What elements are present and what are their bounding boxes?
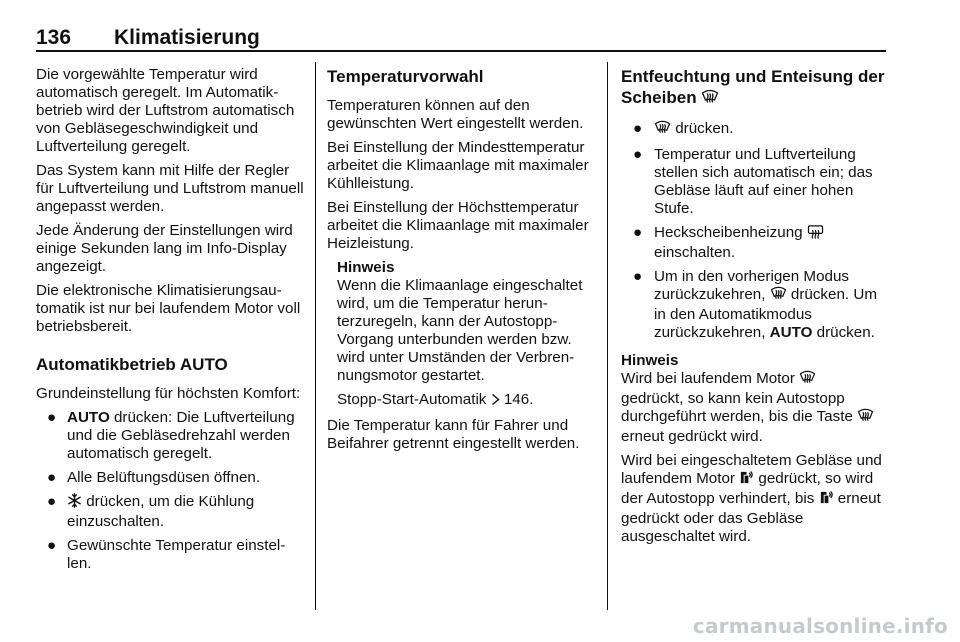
list-item-text: einschalten. xyxy=(654,244,736,261)
page-number: 136 xyxy=(36,26,72,49)
bullet: ● xyxy=(47,409,57,426)
bullet: ● xyxy=(633,146,643,163)
windscreen-defrost-icon xyxy=(799,370,816,390)
list-item xyxy=(36,537,304,573)
list-item xyxy=(36,469,304,487)
list-item-text: Gewünschte Temperatur einstellen. xyxy=(67,537,286,572)
snowflake-icon xyxy=(67,493,82,513)
note-box xyxy=(621,352,889,546)
list-item xyxy=(621,224,889,262)
paragraph: Bei Einstellung der Höchsttemperatur arbeitet die Klimaanlage mit maximaler Heizleistung. xyxy=(327,199,589,252)
paragraph: Grundeinstellung für höchsten Komfort: xyxy=(36,385,301,402)
heading-text: Entfeuchtung und Enteisung der Scheiben xyxy=(621,67,885,107)
fan-auto-icon xyxy=(819,490,834,510)
paragraph: Bei Einstellung der Mindesttemperatur arbeitet die Klimaanlage mit maximaler Kühlleistung. xyxy=(327,139,589,192)
auto-label: AUTO xyxy=(67,409,110,426)
column-2 xyxy=(327,66,593,459)
paragraph: Das System kann mit Hilfe der Regler für Luftverteilung und Luftstrom manuell angepasst werden. xyxy=(36,162,304,215)
note-title: Hinweis xyxy=(337,259,395,276)
paragraph: Die vorgewählte Temperatur wird automatisch geregelt. Im Automatikbetrieb wird der Luftstrom automatisch von Gebläsegeschwindigkeit und Luftverteilung geregelt. xyxy=(36,66,295,155)
paragraph: Jede Änderung der Einstellungen wird einige Sekunden lang im Info-Display angezeigt. xyxy=(36,222,293,275)
fan-auto-icon xyxy=(739,470,754,490)
list-item xyxy=(621,268,889,342)
paragraph: Temperaturen können auf den gewünschten Wert eingestellt werden. xyxy=(327,97,584,132)
list-item xyxy=(36,493,304,531)
note-text: Wird bei eingeschaltetem Gebläse und laufendem Motor xyxy=(621,452,882,487)
list-item-text: Alle Belüftungsdüsen öffnen. xyxy=(67,469,261,486)
windscreen-defrost-icon xyxy=(701,89,719,110)
header-rule xyxy=(36,50,886,52)
list-item xyxy=(621,120,889,140)
note-title: Hinweis xyxy=(621,352,679,369)
note-text: gedrückt, so wird der Autostopp verhindert, bis xyxy=(621,470,874,507)
bullet: ● xyxy=(47,493,57,510)
auto-label: AUTO xyxy=(769,324,813,341)
column-divider-1 xyxy=(315,62,316,610)
list-item-text: drücken. Um in den Automatikmodus zurückzukehren, xyxy=(654,286,877,341)
list-item-text: Heckscheibenheizung xyxy=(654,224,807,241)
windscreen-defrost-icon xyxy=(857,408,874,428)
note-text: Stopp-Start-Automatik xyxy=(337,391,491,408)
list-item-text: drücken: Die Luftverteilung und die Gebläsedrehzahl werden automatisch geregelt. xyxy=(67,409,295,462)
bullet: ● xyxy=(633,268,643,285)
bullet: ● xyxy=(633,120,643,137)
note-paragraph xyxy=(621,452,889,546)
bullet: ● xyxy=(47,469,57,486)
list-item-text: drücken. xyxy=(812,324,875,341)
note-text: gedrückt, so kann kein Autostopp durchgeführt werden, bis die Taste xyxy=(621,390,858,425)
note-paragraph xyxy=(621,370,889,446)
windscreen-defrost-icon xyxy=(654,120,671,140)
page-reference-arrow-icon xyxy=(491,393,500,411)
page-reference: 146. xyxy=(499,391,534,408)
list-item xyxy=(36,409,304,463)
paragraph: Die elektronische Klimatisierungsautomatik ist nur bei laufendem Motor voll betriebsbereit. xyxy=(36,282,301,335)
bullet-list xyxy=(36,409,304,573)
column-divider-2 xyxy=(607,62,608,610)
windscreen-defrost-icon xyxy=(770,286,787,306)
list-item-text: drücken. xyxy=(671,120,734,137)
list-item-text: drücken, um die Kühlung einzuschalten. xyxy=(67,493,255,530)
bullet: ● xyxy=(633,224,643,241)
column-3 xyxy=(621,66,889,552)
list-item xyxy=(621,146,889,218)
section-heading-auto: Automatikbetrieb AUTO xyxy=(36,355,228,374)
rear-window-heating-icon xyxy=(807,224,824,244)
paragraph: Die Temperatur kann für Fahrer und Beifahrer getrennt eingestellt werden. xyxy=(327,417,580,452)
page-header xyxy=(0,0,960,56)
note-text: erneut gedrückt oder das Gebläse ausgeschaltet wird. xyxy=(621,490,881,545)
section-heading-temperature: Temperaturvorwahl xyxy=(327,67,484,86)
watermark: carmanualsonline.info xyxy=(692,614,948,638)
note-text: erneut gedrückt wird. xyxy=(621,428,763,445)
note-text: Wird bei laufendem Motor xyxy=(621,370,800,387)
note-paragraph xyxy=(337,391,593,411)
note-box xyxy=(337,259,593,411)
page-title: Klimatisierung xyxy=(114,26,260,49)
column-1 xyxy=(36,66,304,579)
section-heading-defrost xyxy=(621,66,889,110)
bullet: ● xyxy=(47,537,57,554)
list-item-text: Temperatur und Luftverteilung stellen sich automatisch ein; das Gebläse läuft auf einer hohen Stufe. xyxy=(654,146,873,217)
bullet-list xyxy=(621,120,889,342)
note-paragraph: Wenn die Klimaanlage eingeschaltet wird, um die Temperatur herunterzuregeln, kann der Autostopp-Vorgang unterbunden werden bzw. wird unter Umständen der Verbrennungsmotor gestartet. xyxy=(337,277,583,384)
list-item-text: Um in den vorherigen Modus zurückzukehren, xyxy=(654,268,850,303)
